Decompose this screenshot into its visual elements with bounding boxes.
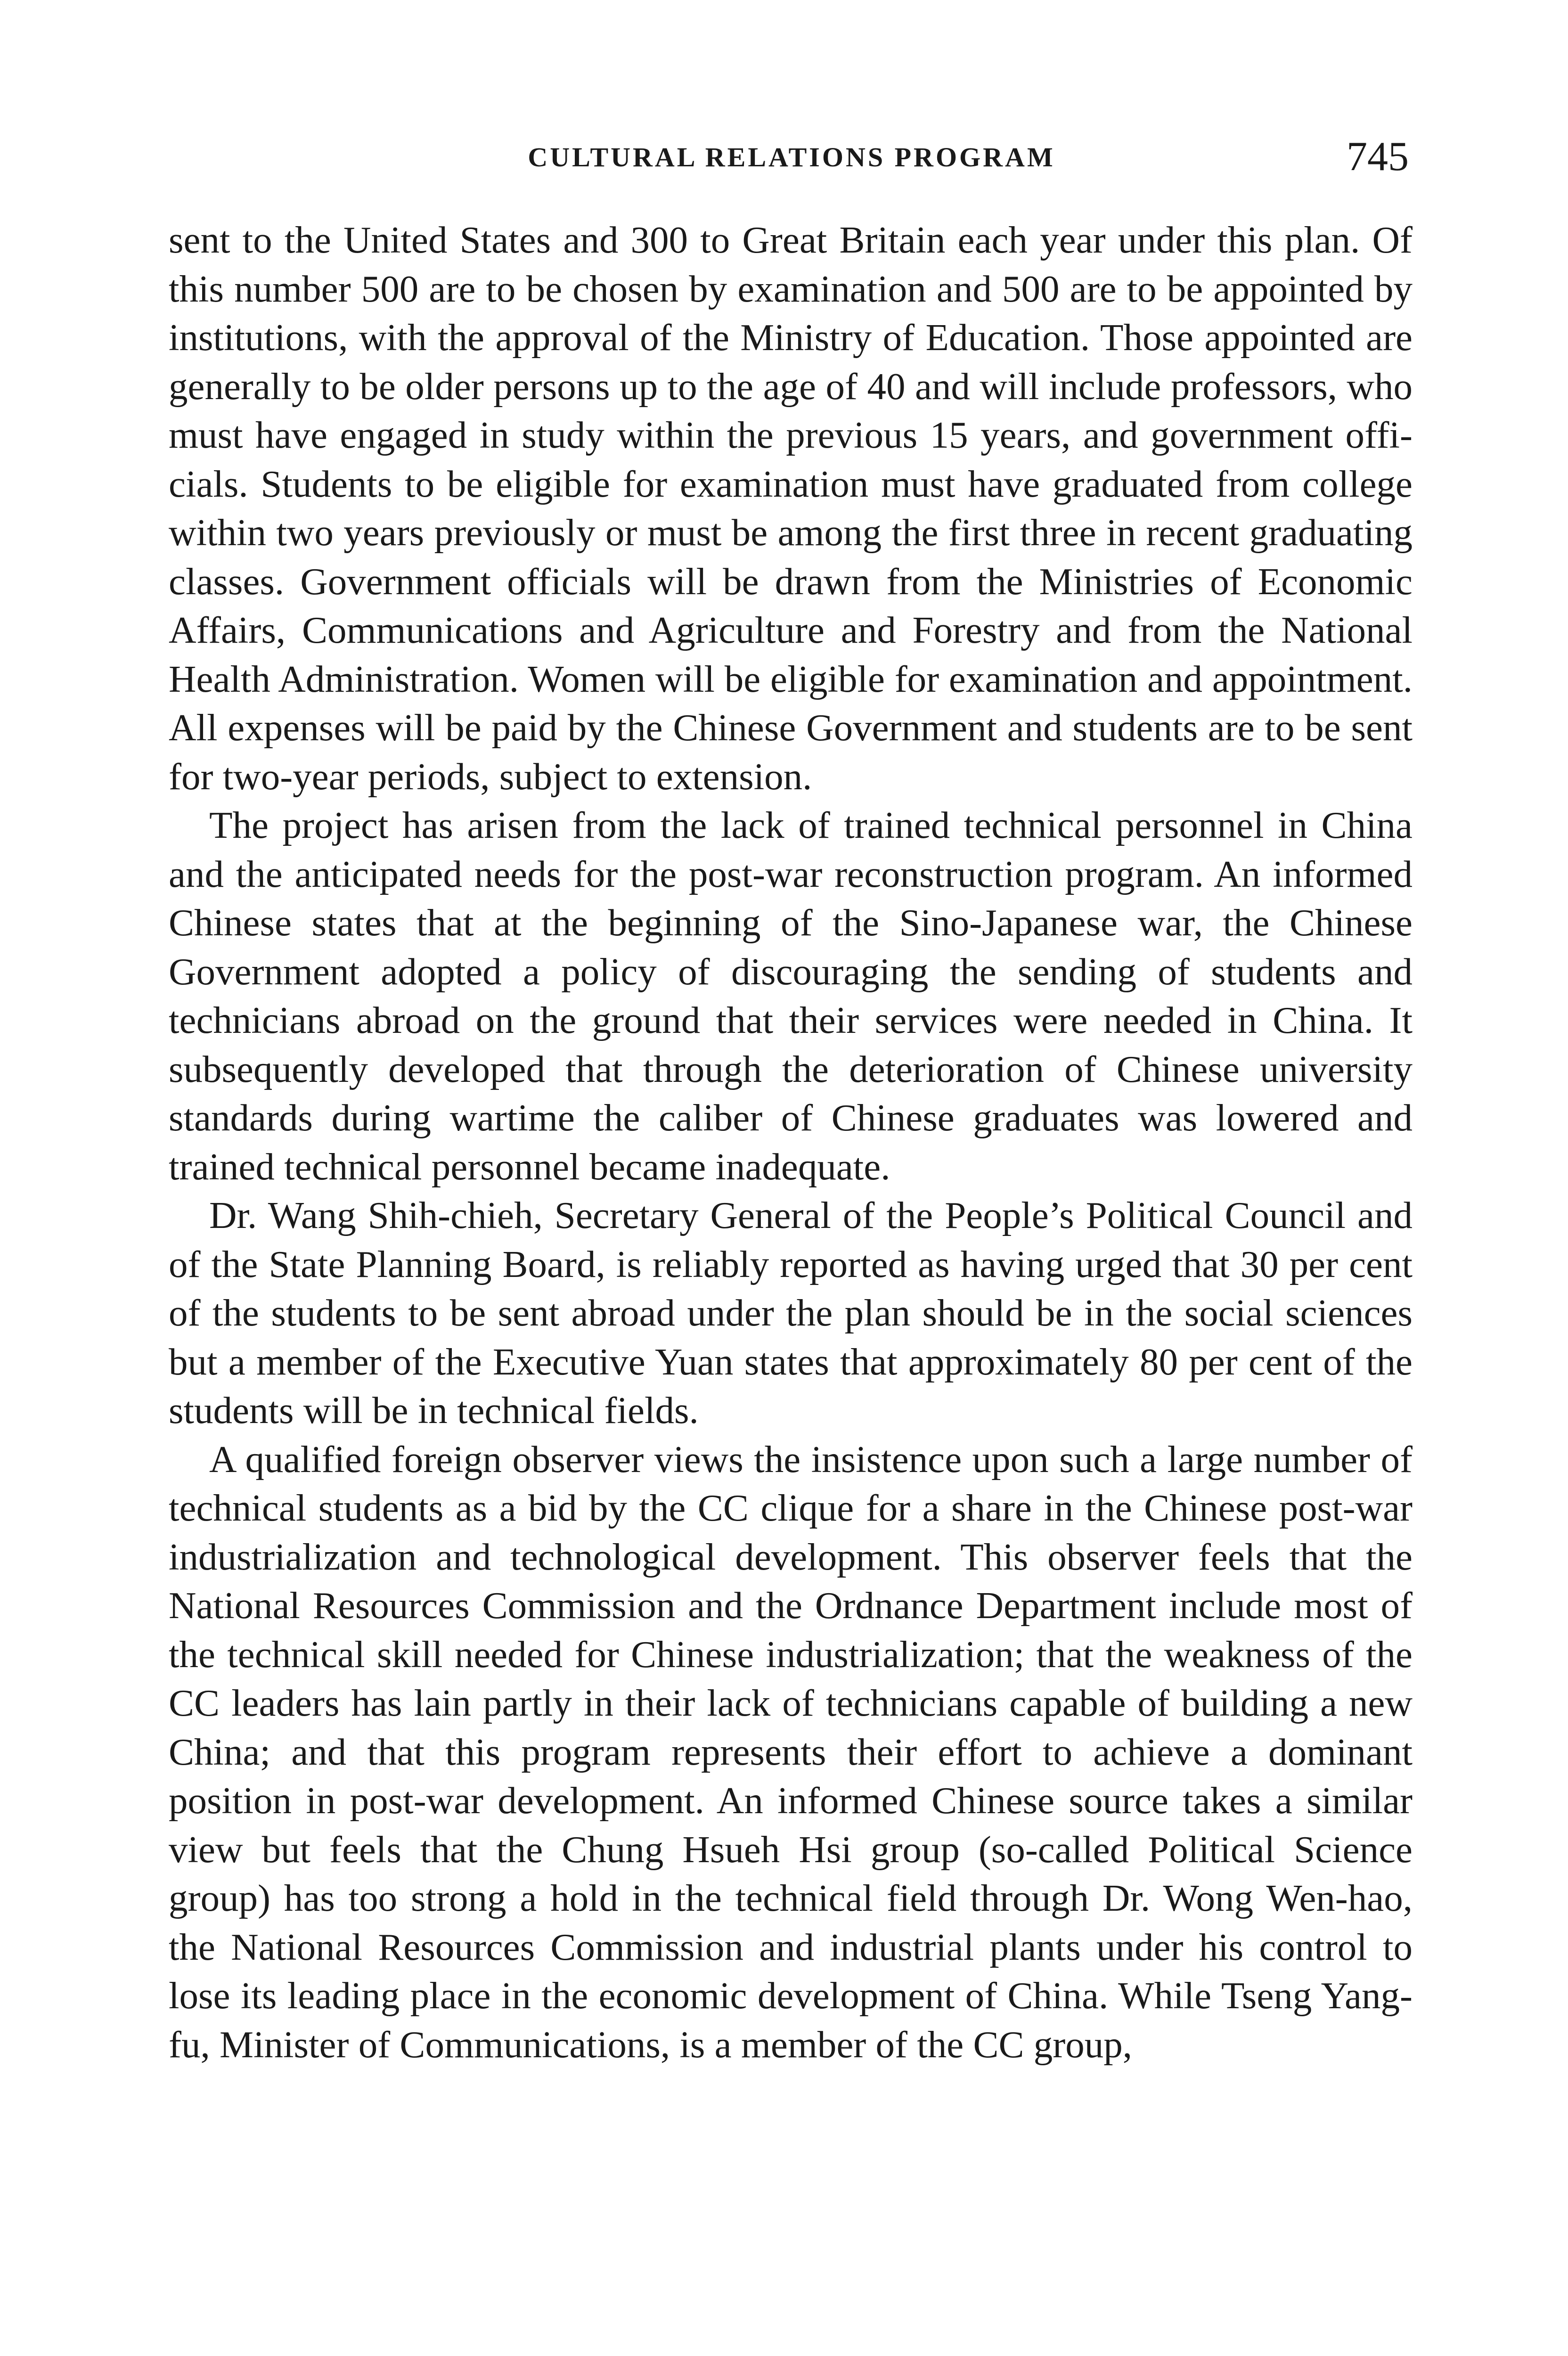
paragraph-3: Dr. Wang Shih-chieh, Secretary General of the People’s Political Council and of the State Planning Board, is reliably reported as having urged that 30 per cent of the students to be sent abroad under the plan should be in the social sciences but a member of the Executive Yuan states that approximately 80 per cent of the students will be in technical fields. (169, 1194, 1413, 1432)
paragraph-4: A qualified foreign observer views the insistence upon such a large number of technical students as a bid by the CC clique for a share in the Chinese post-war industrialization and technological development. This observer feels that the National Resources Commission and the Ordnance Department include most of the technical skill needed for Chinese industrialization; that the weakness of the CC leaders has lain partly in their lack of technicians capable of building a new China; and that this program represents their effort to achieve a dominant position in post-war development. An informed Chinese source takes a similar view but feels that the Chung Hsueh Hsi group (so-called Political Science group) has too strong a hold in the technical field through Dr. Wong Wen-hao, the National Resources Commission and industrial plants under his control to lose its leading place in the economic development of China. While Tseng Yang-fu, Minister of Communications, is a member of the CC group, (169, 1438, 1413, 2066)
running-head (170, 134, 1413, 188)
page-number: 745 (1347, 134, 1409, 180)
running-title: CULTURAL RELATIONS PROGRAM (528, 142, 1055, 172)
paragraph-2: The project has arisen from the lack of trained technical personnel in China and the anticipated needs for the post-war reconstruction program. An informed Chinese states that at the beginning of the Sino-Japanese war, the Chinese Government adopted a policy of discouraging the sending of students and technicians abroad on the ground that their services were needed in China. It subsequently developed that through the deterioration of Chinese university standards during wartime the caliber of Chinese graduates was lowered and trained technical personnel became inadequate. (169, 804, 1413, 1188)
paragraph-1: sent to the United States and 300 to Great Britain each year under this plan. Of this number 500 are to be chosen by examination and 500 are to be appointed by institutions, with the approval of the Ministry of Education. Those appointed are generally to be older persons up to the age of 40 and will include professors, who must have engaged in study within the previous 15 years, and government officials. Students to be eligible for examination must have graduated from college within two years previously or must be among the first three in recent graduating classes. Government officials will be drawn from the Ministries of Economic Affairs, Communications and Agriculture and Forestry and from the National Health Administration. Women will be eligible for examination and appointment. All expenses will be paid by the Chinese Government and students are to be sent for two-year periods, subject to extension. (169, 219, 1413, 798)
body-text (169, 216, 1413, 2069)
